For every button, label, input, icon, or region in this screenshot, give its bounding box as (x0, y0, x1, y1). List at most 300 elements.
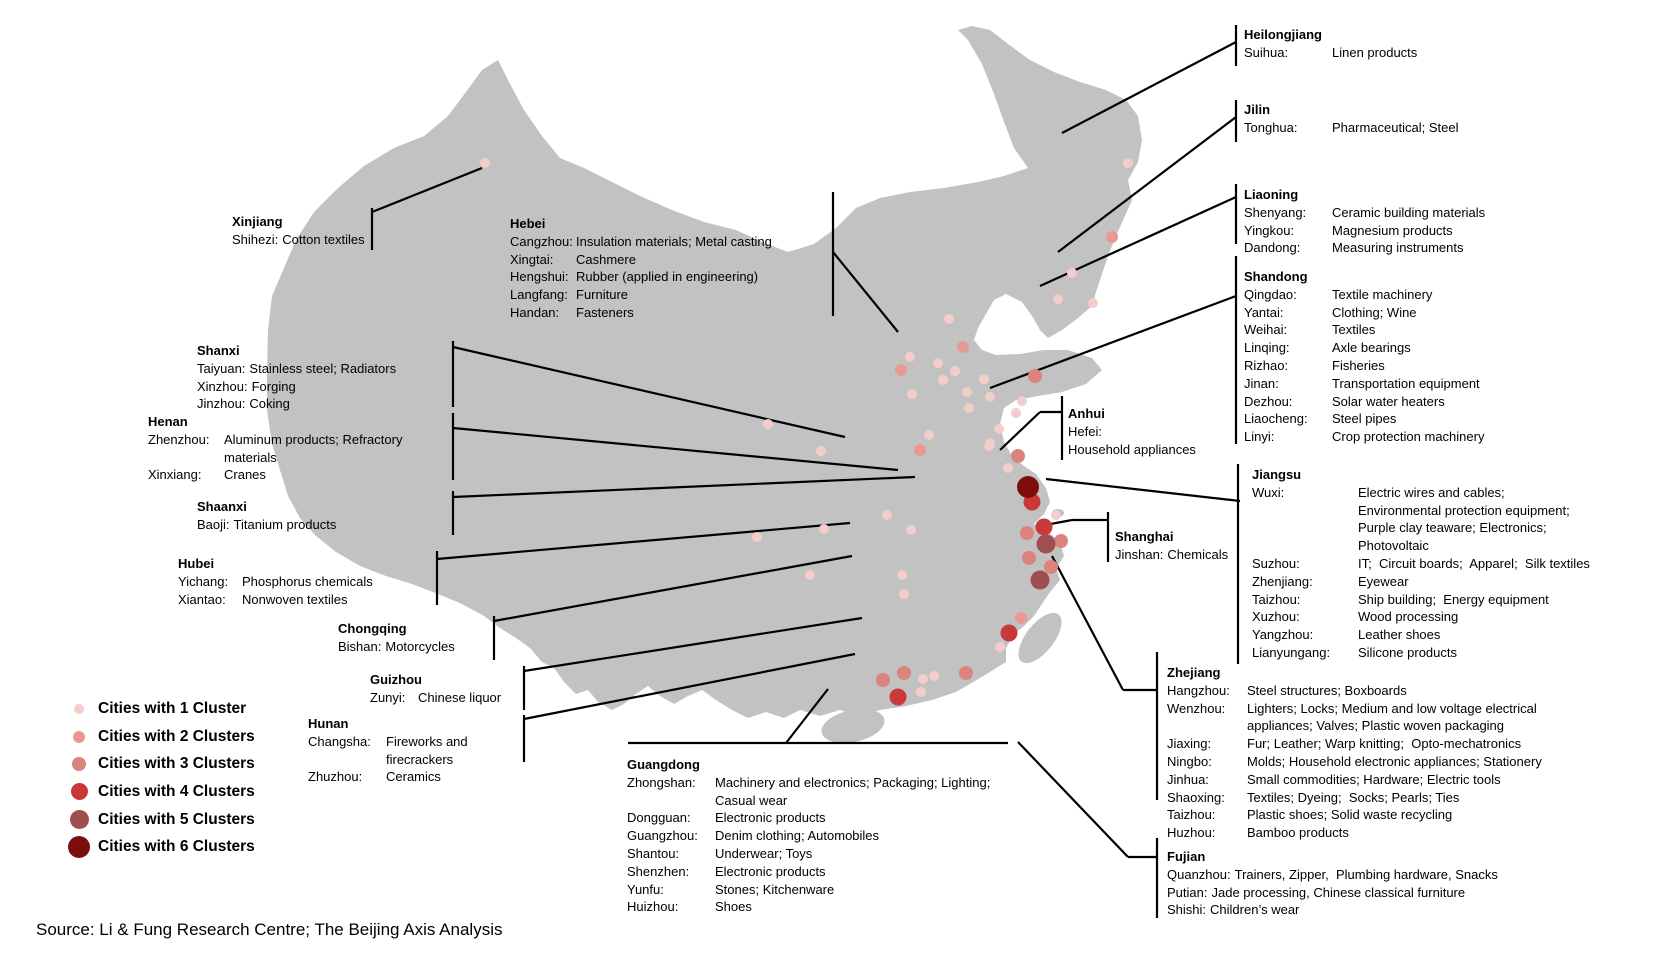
city-products: Ceramics (386, 769, 441, 785)
city-row (370, 689, 501, 707)
city-row (1167, 700, 1542, 718)
city-products: Coking (249, 396, 290, 412)
legend-label: Cities with 2 Clusters (98, 727, 255, 745)
city-name (1252, 519, 1358, 537)
city-products: Bamboo products (1247, 825, 1349, 841)
city-products: Trainers, Zipper, Plumbing hardware, Snacks (1234, 866, 1498, 882)
city-cluster-dot (897, 666, 911, 680)
legend-label: Cities with 1 Cluster (98, 699, 247, 717)
city-cluster-dot (995, 642, 1005, 652)
province-name: Guangdong (627, 757, 700, 772)
city-row (148, 449, 402, 467)
city-products: Rubber (applied in engineering) (576, 269, 759, 285)
city-row (338, 638, 455, 656)
city-name: Putian: (1167, 884, 1208, 900)
city-name: Suihua: (1244, 44, 1289, 60)
city-cluster-dot (1123, 158, 1133, 168)
city-name: Changsha: (308, 733, 371, 749)
city-cluster-dot (1051, 510, 1061, 520)
cluster-dot-icon (74, 704, 84, 714)
city-row (1167, 753, 1542, 771)
city-products: Leather shoes (1358, 627, 1441, 643)
province-name: Zhejiang (1167, 665, 1221, 680)
city-name (148, 449, 224, 467)
city-name (1167, 717, 1247, 735)
city-row (1244, 428, 1484, 446)
city-row (1167, 901, 1498, 919)
legend-item (64, 778, 255, 806)
city-products: Shoes (715, 899, 752, 915)
city-row (1252, 502, 1590, 520)
cluster-dot-icon (72, 757, 86, 771)
city-row (1244, 321, 1484, 339)
province-name: Guizhou (370, 672, 422, 687)
city-row (1252, 573, 1590, 591)
city-cluster-dot (959, 666, 973, 680)
city-products: Textiles; Dyeing; Socks; Pearls; Ties (1247, 789, 1460, 805)
city-row (178, 573, 373, 591)
legend-dot-cell (64, 783, 94, 800)
province-block-hubei (178, 555, 373, 608)
city-name: Xuzhou: (1252, 609, 1300, 625)
province-name: Henan (148, 414, 188, 429)
city-cluster-dot (1067, 268, 1077, 278)
city-name: Xinxiang: (148, 467, 202, 483)
city-row (1244, 375, 1484, 393)
city-row (308, 733, 468, 751)
legend-item (64, 833, 255, 861)
legend-item (64, 723, 255, 751)
city-row (1252, 537, 1590, 555)
province-block-shanghai (1115, 528, 1228, 564)
city-cluster-dot (984, 441, 994, 451)
legend-dot-cell (64, 810, 94, 829)
city-name: Dongguan: (627, 810, 691, 826)
city-name: Jinhua: (1167, 771, 1209, 787)
city-name: Liaocheng: (1244, 411, 1308, 427)
legend-item (64, 750, 255, 778)
city-row (627, 845, 990, 863)
city-cluster-dot (1031, 571, 1050, 590)
city-name: Langfang: (510, 287, 568, 303)
city-cluster-dot (1015, 612, 1027, 624)
city-cluster-dot (914, 444, 926, 456)
province-name: Shanghai (1115, 529, 1174, 544)
city-products: Purple clay teaware; Electronics; (1358, 520, 1547, 536)
province-name: Hunan (308, 716, 349, 731)
province-block-hunan (308, 715, 468, 786)
connector-line (1018, 742, 1128, 857)
city-cluster-dot (1001, 625, 1018, 642)
city-name: Yangzhou: (1252, 627, 1314, 643)
cluster-dot-icon (70, 810, 89, 829)
city-name: Jinan: (1244, 375, 1279, 391)
province-name: Chongqing (338, 621, 407, 636)
city-cluster-dot (962, 387, 972, 397)
city-products: Furniture (576, 287, 629, 303)
city-row (178, 591, 373, 609)
city-name (308, 751, 386, 769)
city-products: Stones; Kitchenware (715, 881, 835, 897)
legend-dot-cell (64, 757, 94, 771)
city-products: Cranes (224, 467, 266, 483)
city-row (627, 863, 990, 881)
city-cluster-dot (899, 589, 909, 599)
city-products: Aluminum products; Refractory (224, 431, 403, 447)
city-products: Denim clothing; Automobiles (715, 828, 880, 844)
city-products: Fur; Leather; Warp knitting; Opto-mechatronics (1247, 736, 1522, 752)
province-block-guizhou (370, 671, 501, 707)
city-products: Phosphorus chemicals (242, 573, 373, 589)
city-row (627, 809, 990, 827)
city-row (1244, 286, 1484, 304)
city-products: Forging (251, 378, 296, 394)
city-cluster-dot (1053, 294, 1063, 304)
city-row (1252, 591, 1590, 609)
legend-dot-cell (64, 731, 94, 743)
province-name: Jiangsu (1252, 467, 1302, 482)
city-name: Guangzhou: (627, 828, 698, 844)
city-products: Underwear; Toys (715, 845, 813, 861)
city-row (197, 516, 336, 534)
city-name: Lianyungang: (1252, 644, 1331, 660)
province-block-hebei (510, 215, 772, 322)
province-block-chongqing (338, 620, 455, 656)
china-landmass (267, 26, 1142, 718)
province-block-jiangsu (1252, 466, 1590, 662)
city-row (1167, 717, 1542, 735)
province-name: Jilin (1244, 102, 1271, 117)
city-row (627, 898, 990, 916)
city-name: Taizhou: (1167, 807, 1216, 823)
city-cluster-dot (1003, 463, 1013, 473)
city-row (1252, 608, 1590, 626)
city-row (1244, 222, 1485, 240)
city-name: Shishi: (1167, 902, 1207, 918)
city-products: Fasteners (576, 304, 634, 320)
city-products: Casual wear (715, 792, 788, 808)
city-name: Jiaxing: (1167, 736, 1212, 752)
city-cluster-dot (944, 314, 954, 324)
city-row (1244, 44, 1417, 62)
city-name: Wuxi: (1252, 484, 1285, 500)
city-row (510, 251, 772, 269)
city-row (1167, 824, 1542, 842)
city-products: Pharmaceutical; Steel (1332, 119, 1459, 135)
city-cluster-dot (1011, 408, 1021, 418)
city-products: Environmental protection equipment; (1358, 502, 1570, 518)
city-products: Textiles (1332, 322, 1376, 338)
city-products: Titanium products (233, 516, 337, 532)
connector-line (1052, 556, 1123, 690)
city-name: Jinzhou: (197, 396, 246, 412)
city-row (1244, 339, 1484, 357)
city-products: Stainless steel; Radiators (249, 360, 397, 376)
province-name: Shandong (1244, 269, 1308, 284)
city-cluster-dot (1106, 231, 1118, 243)
city-products: Nonwoven textiles (242, 591, 348, 607)
city-row (627, 881, 990, 899)
city-cluster-dot (929, 671, 939, 681)
city-products: Electronic products (715, 863, 826, 879)
city-row (1244, 357, 1484, 375)
city-products: Steel structures; Boxboards (1247, 682, 1407, 698)
city-cluster-dot (994, 424, 1004, 434)
city-cluster-dot (964, 403, 974, 413)
city-name: Hefei: (1068, 423, 1102, 439)
city-name: Linyi: (1244, 429, 1275, 445)
province-block-xinjiang (232, 213, 365, 249)
city-row (197, 360, 396, 378)
city-products: Jade processing, Chinese classical furniture (1211, 884, 1466, 900)
city-products: Molds; Household electronic appliances; Stationery (1247, 753, 1542, 769)
city-cluster-dot (950, 366, 960, 376)
legend-label: Cities with 6 Clusters (98, 838, 255, 856)
city-products: Linen products (1332, 44, 1418, 60)
city-cluster-dot (905, 352, 915, 362)
city-name: Quanzhou: (1167, 866, 1231, 882)
city-name: Zhongshan: (627, 774, 696, 790)
connector-line (1046, 479, 1240, 501)
city-cluster-dot (906, 525, 916, 535)
city-cluster-dot (1088, 298, 1098, 308)
city-row (1167, 771, 1542, 789)
cluster-dot-icon (68, 836, 90, 858)
city-name: Tonghua: (1244, 119, 1298, 135)
city-row (1244, 119, 1458, 137)
city-name: Yantai: (1244, 304, 1284, 320)
city-row (1068, 423, 1196, 441)
connector-line (1000, 412, 1040, 450)
city-name: Taiyuan: (197, 360, 246, 376)
city-row (1244, 204, 1485, 222)
city-cluster-dot (805, 570, 815, 580)
city-products: appliances; Valves; Plastic woven packaging (1247, 718, 1505, 734)
city-row (1167, 735, 1542, 753)
city-row (1167, 884, 1498, 902)
city-row (1252, 555, 1590, 573)
city-products: Fisheries (1332, 357, 1385, 373)
city-row (308, 768, 468, 786)
city-name: Yunfu: (627, 881, 664, 897)
city-cluster-dot (1054, 534, 1068, 548)
city-name: Zhuzhou: (308, 769, 363, 785)
city-products: IT; Circuit boards; Apparel; Silk textiles (1358, 555, 1590, 571)
city-products: materials (224, 449, 277, 465)
city-name: Huizhou: (627, 899, 679, 915)
city-products: Chinese liquor (418, 689, 502, 705)
province-name: Xinjiang (232, 214, 283, 229)
city-products: Chemicals (1167, 546, 1229, 562)
city-cluster-dot (882, 510, 892, 520)
legend-item (64, 806, 255, 834)
city-cluster-dot (1044, 560, 1058, 574)
city-name: Zhenzhou: (148, 431, 210, 447)
city-name: Cangzhou: (510, 233, 573, 249)
city-name (627, 792, 715, 810)
city-row (197, 378, 396, 396)
city-cluster-dot (1017, 396, 1027, 406)
legend-label: Cities with 3 Clusters (98, 755, 255, 773)
city-products: Cashmere (576, 251, 636, 267)
province-block-shanxi (197, 342, 396, 413)
city-name: Yingkou: (1244, 222, 1295, 238)
city-name: Xingtai: (510, 251, 554, 267)
city-name: Household appliances (1068, 441, 1196, 457)
legend-label: Cities with 4 Clusters (98, 782, 255, 800)
city-products: Electronic products (715, 810, 826, 826)
province-block-liaoning (1244, 186, 1485, 257)
city-name: Shihezi: (232, 231, 279, 247)
province-name: Shanxi (197, 343, 240, 358)
city-name: Huzhou: (1167, 825, 1216, 841)
city-name: Shaoxing: (1167, 789, 1225, 805)
province-block-anhui (1068, 405, 1196, 458)
city-row (1252, 519, 1590, 537)
city-cluster-dot (916, 687, 926, 697)
city-products: Children’s wear (1210, 902, 1300, 918)
city-products: Solar water heaters (1332, 393, 1445, 409)
city-products: Electric wires and cables; (1358, 484, 1505, 500)
city-name: Hangzhou: (1167, 682, 1230, 698)
city-row (627, 827, 990, 845)
legend-item (64, 695, 255, 723)
city-products: Magnesium products (1332, 222, 1453, 238)
city-cluster-dot (957, 341, 969, 353)
city-cluster-dot (979, 374, 989, 384)
province-block-heilongjiang (1244, 26, 1417, 62)
city-cluster-dot (816, 446, 826, 456)
city-row (510, 286, 772, 304)
city-cluster-dot (985, 392, 995, 402)
city-name: Ningbo: (1167, 753, 1212, 769)
city-name: Rizhao: (1244, 357, 1289, 373)
city-name: Shenyang: (1244, 204, 1307, 220)
city-products: Machinery and electronics; Packaging; Lighting; (715, 774, 991, 790)
city-row (1244, 410, 1484, 428)
city-name: Jinshan: (1115, 546, 1164, 562)
city-cluster-dot (1037, 535, 1056, 554)
province-name: Liaoning (1244, 187, 1299, 202)
city-cluster-dot (895, 364, 907, 376)
city-row (510, 233, 772, 251)
connector-line (990, 296, 1236, 388)
city-products: Motorcycles (385, 638, 455, 654)
province-name: Anhui (1068, 406, 1105, 421)
city-products: Photovoltaic (1358, 538, 1429, 554)
city-products: Silicone products (1358, 644, 1457, 660)
city-cluster-dot (1036, 519, 1053, 536)
city-cluster-dot (1017, 476, 1039, 498)
city-row (627, 792, 990, 810)
city-cluster-dot (918, 674, 928, 684)
city-cluster-dot (752, 532, 762, 542)
city-row (1252, 484, 1590, 502)
province-name: Heilongjiang (1244, 27, 1322, 42)
city-name: Linqing: (1244, 340, 1290, 356)
province-name: Hubei (178, 556, 215, 571)
city-row (1068, 441, 1196, 459)
province-block-guangdong (627, 756, 990, 916)
city-row (1244, 304, 1484, 322)
city-products: Measuring instruments (1332, 240, 1464, 256)
city-cluster-dot (924, 430, 934, 440)
city-products: Plastic shoes; Solid waste recycling (1247, 807, 1453, 823)
city-name: Dezhou: (1244, 393, 1293, 409)
city-row (510, 304, 772, 322)
city-row (197, 395, 396, 413)
city-cluster-dot (763, 419, 773, 429)
city-name: Handan: (510, 304, 560, 320)
city-name: Hengshui: (510, 269, 569, 285)
city-products: Lighters; Locks; Medium and low voltage electrical (1247, 700, 1537, 716)
city-products: Fireworks and (386, 733, 468, 749)
city-products: Ceramic building materials (1332, 204, 1486, 220)
city-products: Clothing; Wine (1332, 304, 1417, 320)
province-block-henan (148, 413, 402, 484)
legend-dot-cell (64, 836, 94, 858)
city-row (510, 268, 772, 286)
source-note: Source: Li & Fung Research Centre; The Beijing Axis Analysis (36, 920, 503, 939)
city-cluster-dot (819, 524, 829, 534)
city-cluster-dot (938, 375, 948, 385)
city-products: Steel pipes (1332, 411, 1397, 427)
city-cluster-dot (480, 158, 490, 168)
city-row (148, 466, 402, 484)
city-row (1115, 546, 1228, 564)
city-cluster-dot (1020, 526, 1034, 540)
city-products: Small commodities; Hardware; Electric tools (1247, 771, 1501, 787)
city-row (148, 431, 402, 449)
city-name (1252, 502, 1358, 520)
legend (64, 695, 255, 861)
city-products: Ship building; Energy equipment (1358, 591, 1549, 607)
city-name: Yichang: (178, 573, 229, 589)
city-name: Suzhou: (1252, 555, 1300, 571)
province-block-jilin (1244, 101, 1458, 137)
city-name: Qingdao: (1244, 286, 1297, 302)
city-row (1167, 682, 1542, 700)
city-name: Baoji: (197, 516, 230, 532)
province-name: Fujian (1167, 849, 1206, 864)
city-row (1167, 789, 1542, 807)
city-products: Wood processing (1358, 609, 1459, 625)
city-row (1167, 866, 1498, 884)
city-products: Eyewear (1358, 573, 1409, 589)
city-row (1244, 239, 1485, 257)
city-row (1252, 644, 1590, 662)
province-name: Hebei (510, 216, 546, 231)
cluster-dot-icon (71, 783, 88, 800)
province-block-fujian (1167, 848, 1498, 919)
city-name: Zhenjiang: (1252, 573, 1313, 589)
city-products: firecrackers (386, 751, 454, 767)
city-name: Xinzhou: (197, 378, 248, 394)
city-row (1244, 393, 1484, 411)
city-products: Crop protection machinery (1332, 429, 1485, 445)
city-name: Xiantao: (178, 591, 226, 607)
city-cluster-dot (1028, 369, 1042, 383)
city-name: Taizhou: (1252, 591, 1301, 607)
legend-label: Cities with 5 Clusters (98, 810, 255, 828)
city-products: Transportation equipment (1332, 375, 1480, 391)
city-row (308, 751, 468, 769)
city-row (232, 231, 365, 249)
city-name: Dandong: (1244, 240, 1301, 256)
city-cluster-dot (876, 673, 890, 687)
city-name: Shenzhen: (627, 863, 690, 879)
cluster-dot-icon (73, 731, 85, 743)
